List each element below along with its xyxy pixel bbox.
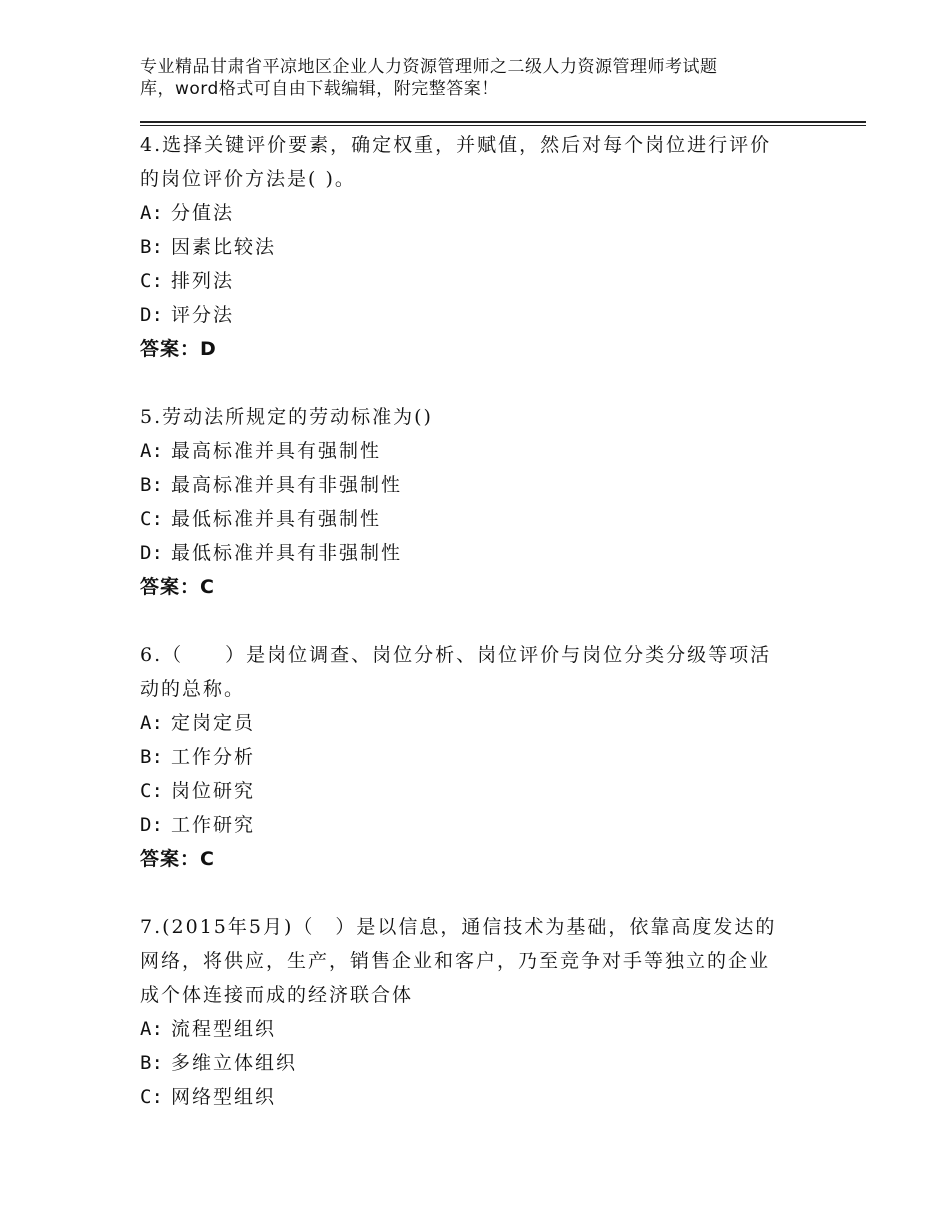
option-a: A: 流程型组织 xyxy=(140,1018,276,1040)
option-b: B: 最高标准并具有非强制性 xyxy=(140,474,402,496)
question-text: 7.(2015年5月)（ ）是以信息，通信技术为基础，依靠高度发达的 xyxy=(140,916,777,938)
option-c: C: 最低标准并具有强制性 xyxy=(140,508,381,530)
header-divider-thick xyxy=(140,121,866,123)
question-list xyxy=(140,128,820,1114)
option-d: D: 工作研究 xyxy=(140,814,255,836)
option-b: B: 工作分析 xyxy=(140,746,255,768)
option-a: A: 定岗定员 xyxy=(140,712,255,734)
option-b: B: 多维立体组织 xyxy=(140,1052,297,1074)
question-text: 5.劳动法所规定的劳动标准为() xyxy=(140,406,433,428)
question-text: 6.（ ）是岗位调查、岗位分析、岗位评价与岗位分类分级等项活 xyxy=(140,644,772,666)
option-c: C: 网络型组织 xyxy=(140,1086,276,1108)
question-4 xyxy=(140,128,820,366)
option-a: A: 分值法 xyxy=(140,202,234,224)
header-line-2: 库，word格式可自由下载编辑，附完整答案！ xyxy=(140,79,499,99)
document-header xyxy=(140,56,820,100)
question-text: 动的总称。 xyxy=(140,678,246,700)
spacer xyxy=(140,876,820,910)
header-line-1: 专业精品甘肃省平凉地区企业人力资源管理师之二级人力资源管理师考试题 xyxy=(140,57,718,77)
question-6 xyxy=(140,638,820,876)
answer-label: 答案：C xyxy=(140,576,215,598)
option-d: D: 最低标准并具有非强制性 xyxy=(140,542,402,564)
option-b: B: 因素比较法 xyxy=(140,236,276,258)
option-c: C: 排列法 xyxy=(140,270,234,292)
answer-label: 答案：D xyxy=(140,338,217,360)
question-text: 网络，将供应，生产，销售企业和客户，乃至竞争对手等独立的企业 xyxy=(140,950,771,972)
option-a: A: 最高标准并具有强制性 xyxy=(140,440,381,462)
answer-label: 答案：C xyxy=(140,848,215,870)
header-divider-thin xyxy=(140,125,866,126)
option-c: C: 岗位研究 xyxy=(140,780,255,802)
spacer xyxy=(140,366,820,400)
question-text: 的岗位评价方法是( )。 xyxy=(140,168,356,190)
question-5 xyxy=(140,400,820,604)
spacer xyxy=(140,604,820,638)
question-7 xyxy=(140,910,820,1114)
question-text: 4.选择关键评价要素，确定权重，并赋值，然后对每个岗位进行评价 xyxy=(140,134,772,156)
question-text: 成个体连接而成的经济联合体 xyxy=(140,984,414,1006)
option-d: D: 评分法 xyxy=(140,304,234,326)
